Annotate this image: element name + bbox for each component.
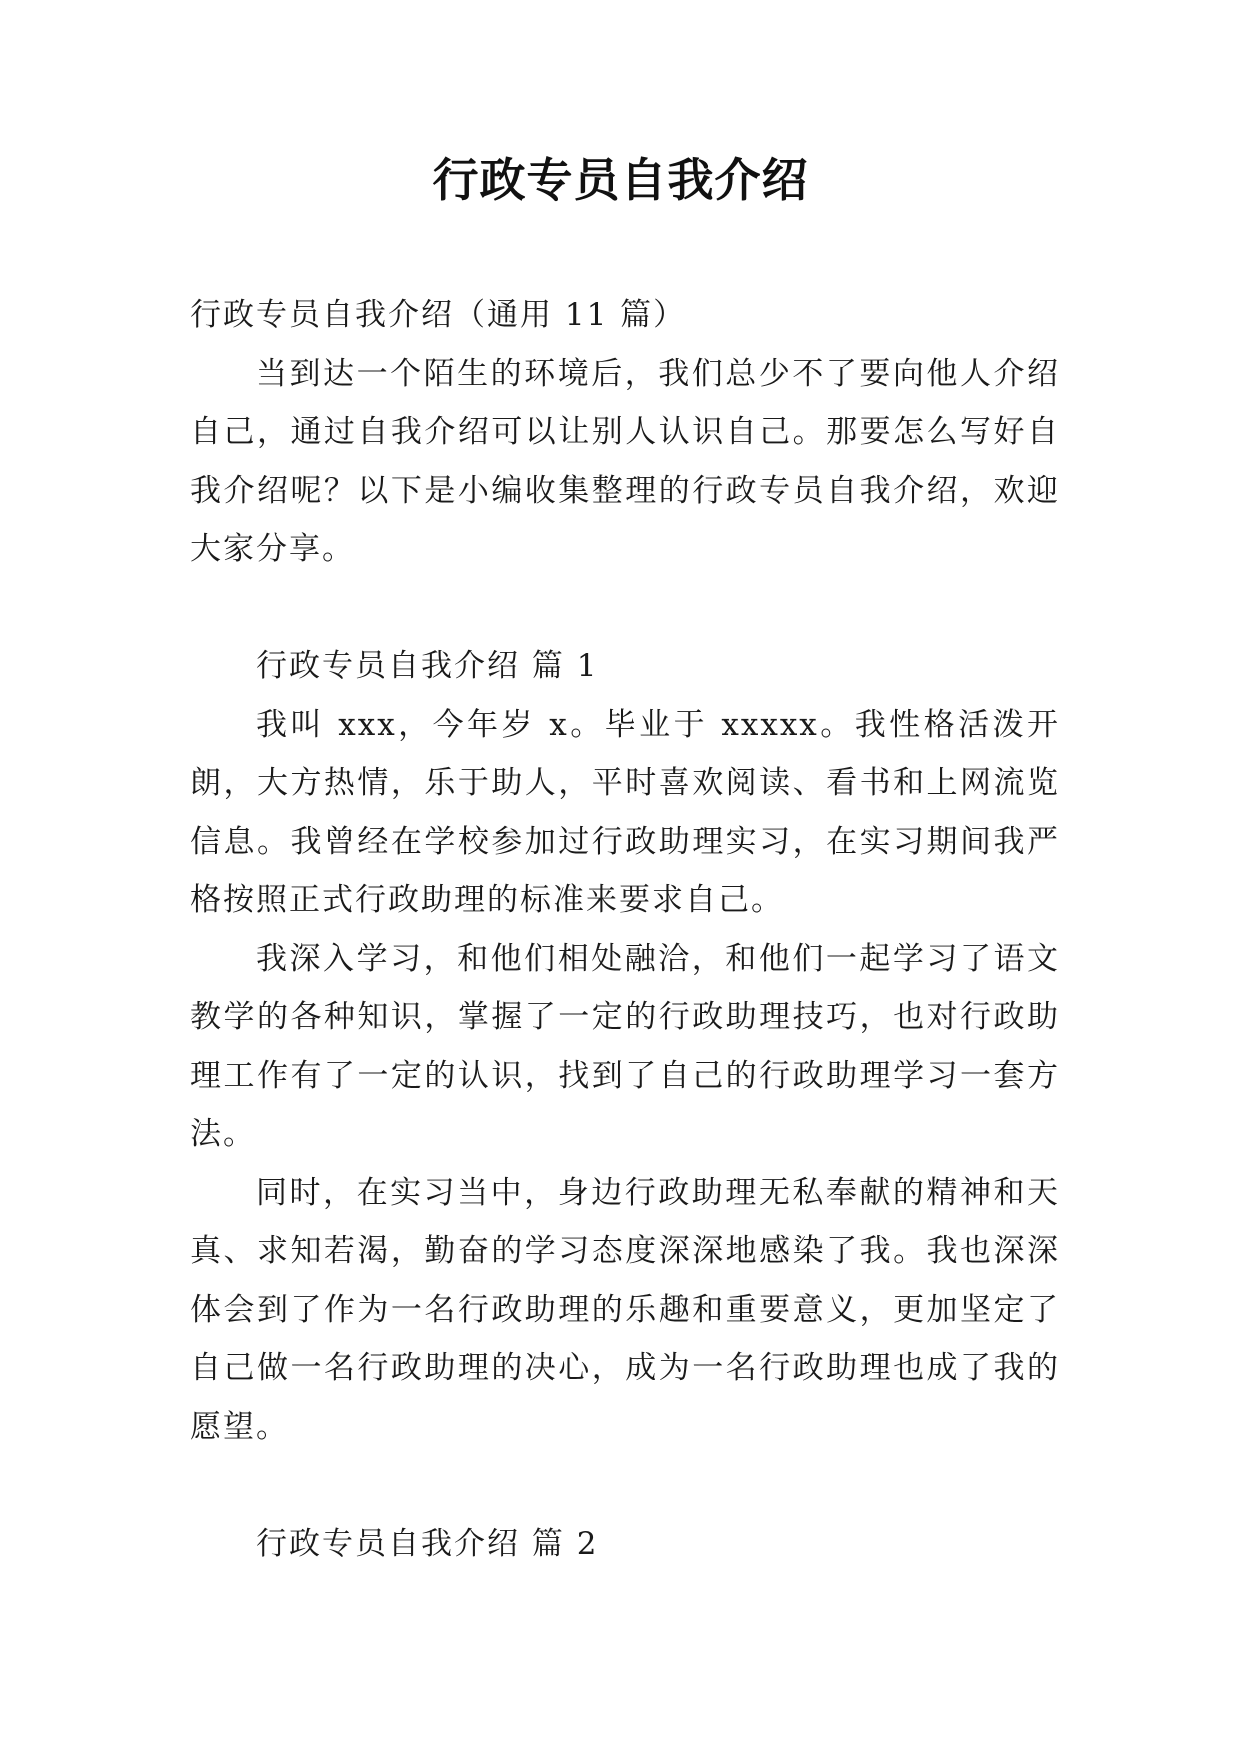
section-paragraph: 我叫 xxx，今年岁 x。毕业于 xxxxx。我性格活泼开朗，大方热情，乐于助人，平时喜欢阅读、看书和上网流览信息。我曾经在学校参加过行政助理实习，在实习期间我严格按照正式行政助理的标准来要求自己。 xyxy=(190,706,1060,918)
section-heading: 行政专员自我介绍 篇 1 xyxy=(256,648,599,684)
section-paragraph: 同时，在实习当中，身边行政助理无私奉献的精神和天真、求知若渴，勤奋的学习态度深深地感染了我。我也深深体会到了作为一名行政助理的乐趣和重要意义，更加坚定了自己做一名行政助理的决心，成为一名行政助理也成了我的愿望。 xyxy=(190,1174,1060,1445)
document-subtitle: 行政专员自我介绍（通用 11 篇） xyxy=(190,297,687,333)
section-spacer xyxy=(190,1456,1060,1515)
intro-paragraph: 当到达一个陌生的环境后，我们总少不了要向他人介绍自己，通过自我介绍可以让别人认识自己。那要怎么写好自我介绍呢？以下是小编收集整理的行政专员自我介绍，欢迎大家分享。 xyxy=(190,355,1060,567)
section-paragraph: 我深入学习，和他们相处融洽，和他们一起学习了语文教学的各种知识，掌握了一定的行政助理技巧，也对行政助理工作有了一定的认识，找到了自己的行政助理学习一套方法。 xyxy=(190,940,1060,1152)
section-spacer xyxy=(190,579,1060,638)
section-heading: 行政专员自我介绍 篇 2 xyxy=(256,1525,599,1562)
document-body xyxy=(190,286,1060,1573)
document-title: 行政专员自我介绍 xyxy=(432,153,809,207)
